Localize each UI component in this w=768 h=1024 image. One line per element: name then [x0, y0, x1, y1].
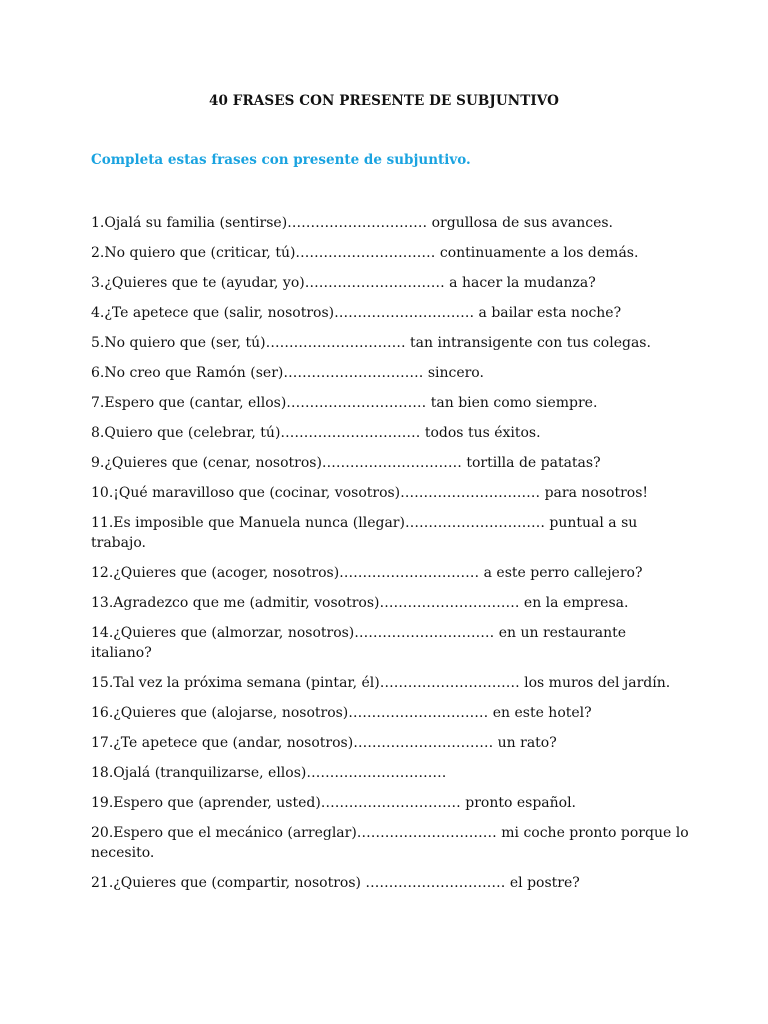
exercise-item: 21.¿Quieres que (compartir, nosotros) ………………………… el postre?	[91, 875, 580, 891]
exercise-item: 15.Tal vez la próxima semana (pintar, él)………………………… los muros del jardín.	[91, 675, 671, 691]
instruction-text: Completa estas frases con presente de subjuntivo.	[91, 152, 471, 168]
exercise-item: 8.Quiero que (celebrar, tú)………………………… todos tus éxitos.	[91, 425, 541, 441]
exercise-item: 16.¿Quieres que (alojarse, nosotros)………………………… en este hotel?	[91, 705, 592, 721]
exercise-item: 13.Agradezco que me (admitir, vosotros)………………………… en la empresa.	[91, 595, 629, 611]
exercise-item: 20.Espero que el mecánico (arreglar)………………………… mi coche pronto porque lo necesito.	[91, 825, 689, 861]
exercise-item: 10.¡Qué maravilloso que (cocinar, vosotros)………………………… para nosotros!	[91, 485, 649, 501]
exercise-item: 1.Ojalá su familia (sentirse)………………………… orgullosa de sus avances.	[91, 215, 613, 231]
exercise-item: 2.No quiero que (criticar, tú)………………………… continuamente a los demás.	[91, 245, 639, 261]
exercise-item: 14.¿Quieres que (almorzar, nosotros)………………………… en un restaurante italiano?	[91, 625, 627, 661]
exercise-item: 3.¿Quieres que te (ayudar, yo)………………………… a hacer la mudanza?	[91, 275, 596, 291]
exercise-item: 6.No creo que Ramón (ser)………………………… sincero.	[91, 365, 484, 381]
exercise-item: 19.Espero que (aprender, usted)………………………… pronto español.	[91, 795, 577, 811]
exercise-item: 4.¿Te apetece que (salir, nosotros)………………………… a bailar esta noche?	[91, 305, 622, 321]
exercise-item: 18.Ojalá (tranquilizarse, ellos)…………………………	[91, 765, 447, 781]
exercise-item: 11.Es imposible que Manuela nunca (llegar)………………………… puntual a su trabajo.	[91, 515, 638, 551]
exercise-item: 5.No quiero que (ser, tú)………………………… tan intransigente con tus colegas.	[91, 335, 651, 351]
exercise-item: 12.¿Quieres que (acoger, nosotros)………………………… a este perro callejero?	[91, 565, 643, 581]
page-title: 40 FRASES CON PRESENTE DE SUBJUNTIVO	[209, 93, 559, 109]
exercise-item: 17.¿Te apetece que (andar, nosotros)………………………… un rato?	[91, 735, 557, 751]
exercise-item: 7.Espero que (cantar, ellos)………………………… tan bien como siempre.	[91, 395, 598, 411]
exercise-item: 9.¿Quieres que (cenar, nosotros)………………………… tortilla de patatas?	[91, 455, 601, 471]
exercise-list	[91, 213, 691, 903]
